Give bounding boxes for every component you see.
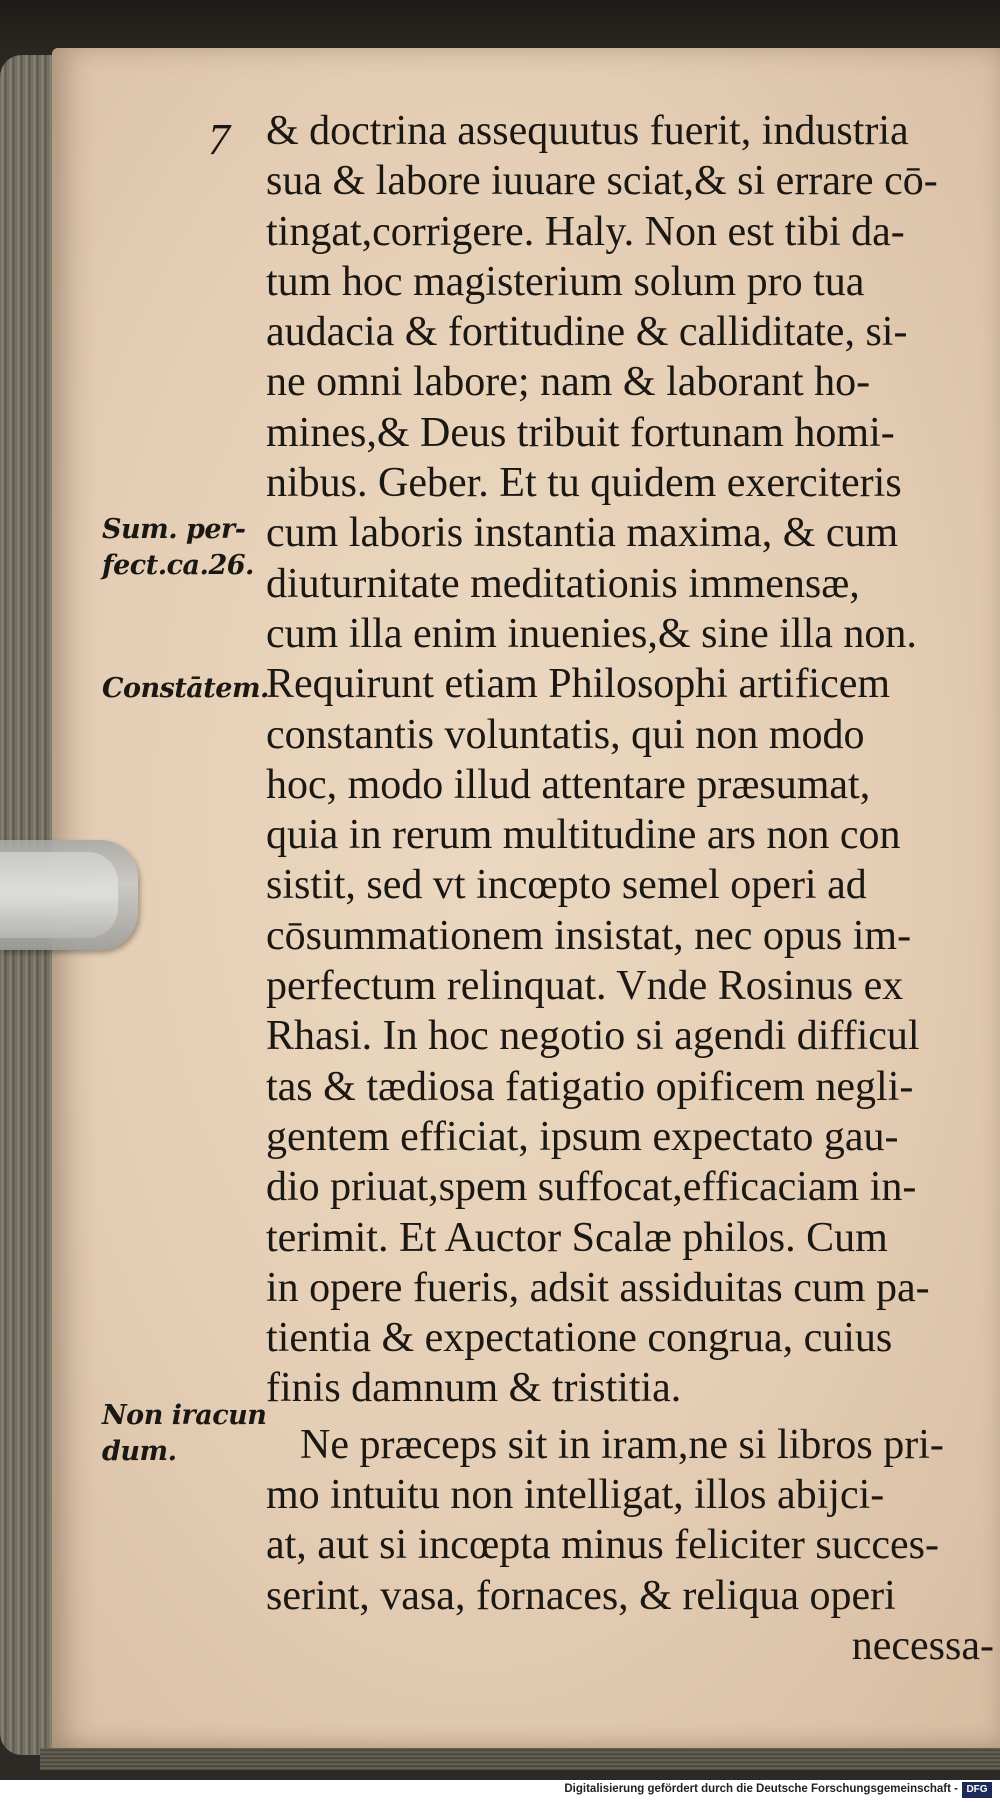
text-line: cum illa enim inuenies,& sine illa non. bbox=[266, 610, 917, 657]
text-line: gentem efficiat, ipsum expectato gau- bbox=[266, 1113, 899, 1160]
margin-note-line: fect.ca.26. bbox=[102, 550, 254, 581]
dfg-logo: DFG bbox=[962, 1782, 992, 1798]
text-line: serint, vasa, fornaces, & reliqua operi bbox=[266, 1572, 896, 1619]
text-line: tas & tædiosa fatigatio opificem negli- bbox=[266, 1063, 914, 1110]
margin-note-line: Constātem. bbox=[102, 673, 269, 704]
text-line: perfectum relinquat. Vnde Rosinus ex bbox=[266, 963, 904, 1010]
text-line: sistit, sed vt incœpto semel operi ad bbox=[266, 862, 867, 909]
text-line: Ne præceps sit in iram,ne si libros pri- bbox=[300, 1421, 944, 1468]
text-line: Requirunt etiam Philosophi artificem bbox=[266, 661, 891, 708]
text-line: tum hoc magisterium solum pro tua bbox=[266, 258, 865, 305]
text-line: tientia & expectatione congrua, cuius bbox=[266, 1315, 893, 1362]
text-line: nibus. Geber. Et tu quidem exerciteris bbox=[266, 460, 902, 507]
margin-note-summa-perfectionis bbox=[102, 512, 254, 584]
margin-note-line: Sum. per- bbox=[102, 514, 246, 545]
bookmark-clip-inner bbox=[0, 852, 118, 938]
text-line: terimit. Et Auctor Scalæ philos. Cum bbox=[266, 1214, 888, 1261]
page-bottom-edge bbox=[40, 1748, 1000, 1770]
text-line: cum laboris instantia maxima, & cum bbox=[266, 510, 899, 557]
text-line: hoc, modo illud attentare præsumat, bbox=[266, 761, 871, 808]
margin-note-non-iracundum bbox=[102, 1398, 266, 1470]
text-line: ne omni labore; nam & laborant ho- bbox=[266, 359, 871, 406]
text-line: mines,& Deus tribuit fortunam homi- bbox=[266, 409, 895, 456]
text-line: cōsummationem insistat, nec opus im- bbox=[266, 912, 912, 959]
text-line: at, aut si incœpta minus feliciter succes- bbox=[266, 1522, 939, 1569]
text-line: in opere fueris, adsit assiduitas cum pa- bbox=[266, 1264, 930, 1311]
catchword: necessa- bbox=[851, 1622, 994, 1669]
text-line: Rhasi. In hoc negotio si agendi difficul bbox=[266, 1013, 920, 1060]
text-line: constantis voluntatis, qui non modo bbox=[266, 711, 865, 758]
body-text bbox=[266, 106, 994, 1671]
margin-note-line: Non iracun bbox=[102, 1400, 267, 1431]
text-line: diuturnitate meditationis immensæ, bbox=[266, 560, 860, 607]
text-line: & doctrina assequutus fuerit, industria bbox=[266, 108, 909, 154]
text-line: dio priuat,spem suffocat,efficaciam in- bbox=[266, 1164, 917, 1211]
footer-credit: Digitalisierung gefördert durch die Deutsche Forschungsgemeinschaft - bbox=[564, 1783, 958, 1795]
text-line: mo intuitu non intelligat, illos abijci- bbox=[266, 1472, 885, 1519]
page-number: 7 bbox=[208, 115, 230, 164]
margin-note-line: dum. bbox=[102, 1436, 177, 1467]
text-line: finis damnum & tristitia. bbox=[266, 1365, 682, 1412]
text-line: audacia & fortitudine & calliditate, si- bbox=[266, 309, 908, 356]
text-line: tingat,corrigere. Haly. Non est tibi da- bbox=[266, 208, 905, 255]
text-line: quia in rerum multitudine ars non con bbox=[266, 812, 901, 859]
text-line: sua & labore iuuare sciat,& si errare cō- bbox=[266, 158, 938, 205]
margin-note-constantem bbox=[102, 671, 269, 707]
